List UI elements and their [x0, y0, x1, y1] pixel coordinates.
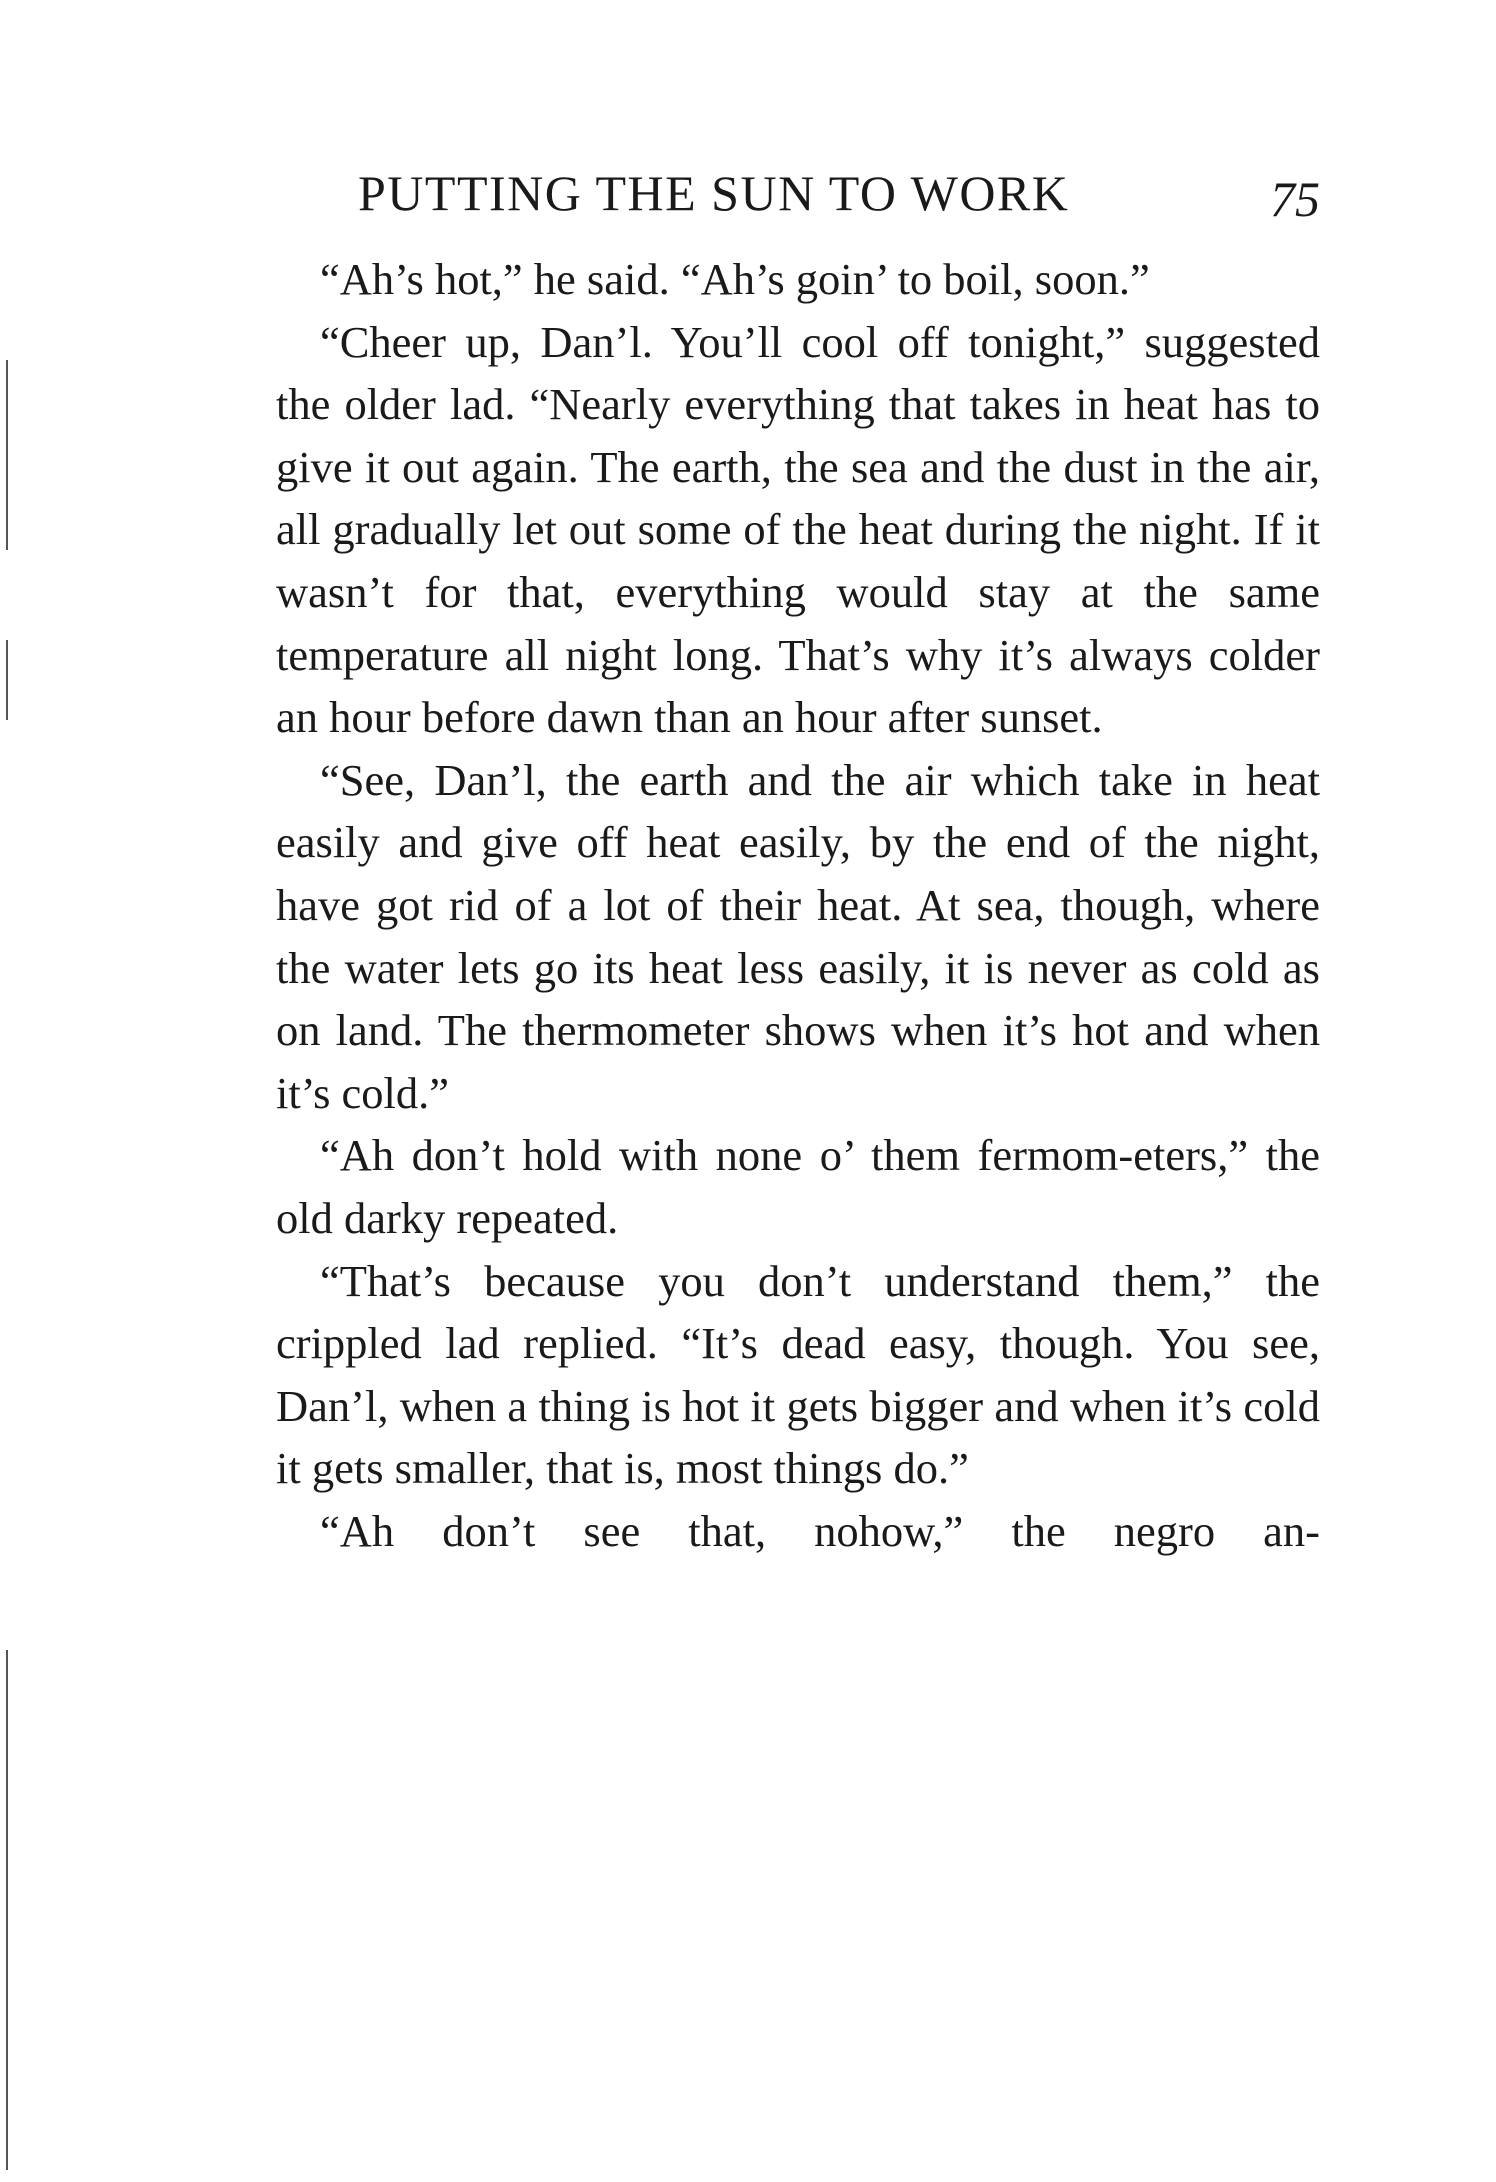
paragraph: “Cheer up, Dan’l. You’ll cool off tonight,” suggested the older lad. “Nearly everything that takes in heat has to give it out again. The earth, the sea and the dust in the air, all gradually let out some of the heat during the night. If it wasn’t for that, everything would stay at the same temperature all night long. That’s why it’s always colder an hour before dawn than an hour after sunset. [276, 316, 1320, 743]
scan-margin-line [6, 640, 8, 720]
running-head-title: PUTTING THE SUN TO WORK [358, 165, 1070, 221]
scan-margin-line [6, 360, 8, 550]
running-head [276, 158, 1320, 228]
paragraph: “Ah don’t hold with none o’ them fermom-eters,” the old darky repeated. [276, 1130, 1320, 1243]
body-text [276, 248, 1320, 1562]
paragraph: “Ah don’t see that, nohow,” the negro an- [320, 1505, 1320, 1556]
paragraph: “That’s because you don’t understand them,” the crippled lad replied. “It’s dead easy, though. You see, Dan’l, when a thing is hot it gets bigger and when it’s cold it gets smaller, that is, most things do.” [276, 1255, 1320, 1494]
paragraph: “Ah’s hot,” he said. “Ah’s goin’ to boil, soon.” [320, 254, 1150, 304]
page-number: 75 [1270, 171, 1320, 227]
paragraph: “See, Dan’l, the earth and the air which take in heat easily and give off heat easily, by the end of the night, have got rid of a lot of their heat. At sea, though, where the water lets go its heat less easily, it is never as cold as on land. The thermometer shows when it’s hot and when it’s cold.” [276, 754, 1320, 1118]
scan-margin-line [6, 1650, 8, 2170]
